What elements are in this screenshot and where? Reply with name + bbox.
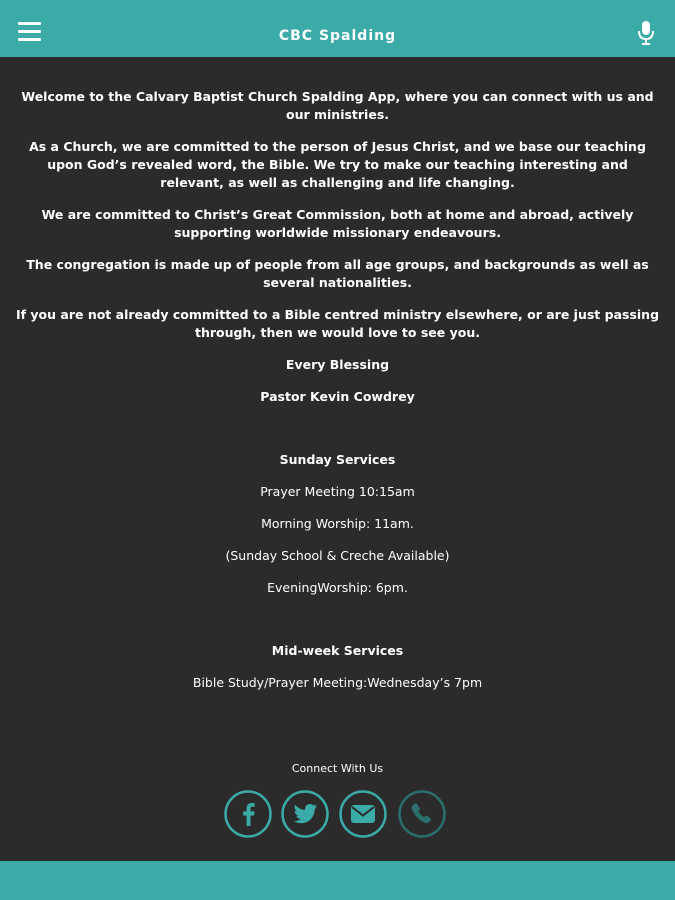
twitter-icon[interactable] <box>281 790 329 838</box>
page-title: CBC Spalding <box>278 28 397 44</box>
app-footer <box>0 861 675 900</box>
commission-paragraph: We are committed to Christ’s Great Commission, both at home and abroad, actively supporting worldwide missionary endeavours. <box>41 207 634 240</box>
phone-icon[interactable] <box>398 790 446 838</box>
midweek-service-item: Bible Study/Prayer Meeting:Wednesday’s 7pm <box>192 675 483 690</box>
main-content <box>14 88 661 706</box>
email-icon[interactable] <box>339 790 387 838</box>
microphone-icon[interactable] <box>637 20 655 46</box>
sunday-service-item: Morning Worship: 11am. <box>261 516 414 531</box>
facebook-icon[interactable] <box>224 790 272 838</box>
sunday-service-item: (Sunday School & Creche Available) <box>225 548 450 563</box>
sunday-service-item: Prayer Meeting 10:15am <box>260 484 415 499</box>
invitation-paragraph: If you are not already committed to a Bible centred ministry elsewhere, or are just passing through, then we would love to see you. <box>15 307 660 340</box>
church-paragraph: As a Church, we are committed to the person of Jesus Christ, and we base our teaching upon God’s revealed word, the Bible. We try to make our teaching interesting and relevant, as well as challenging and life changing. <box>29 139 646 190</box>
connect-label: Connect With Us <box>291 762 384 775</box>
midweek-services-heading: Mid-week Services <box>271 643 404 658</box>
sunday-services-heading: Sunday Services <box>279 452 396 467</box>
blessing-text: Every Blessing <box>285 357 390 372</box>
pastor-name: Pastor Kevin Cowdrey <box>260 389 415 404</box>
app-header <box>0 0 675 57</box>
congregation-paragraph: The congregation is made up of people from all age groups, and backgrounds as well as several nationalities. <box>26 257 649 290</box>
sunday-service-item: EveningWorship: 6pm. <box>267 580 408 595</box>
welcome-paragraph: Welcome to the Calvary Baptist Church Spalding App, where you can connect with us and our ministries. <box>21 89 654 122</box>
